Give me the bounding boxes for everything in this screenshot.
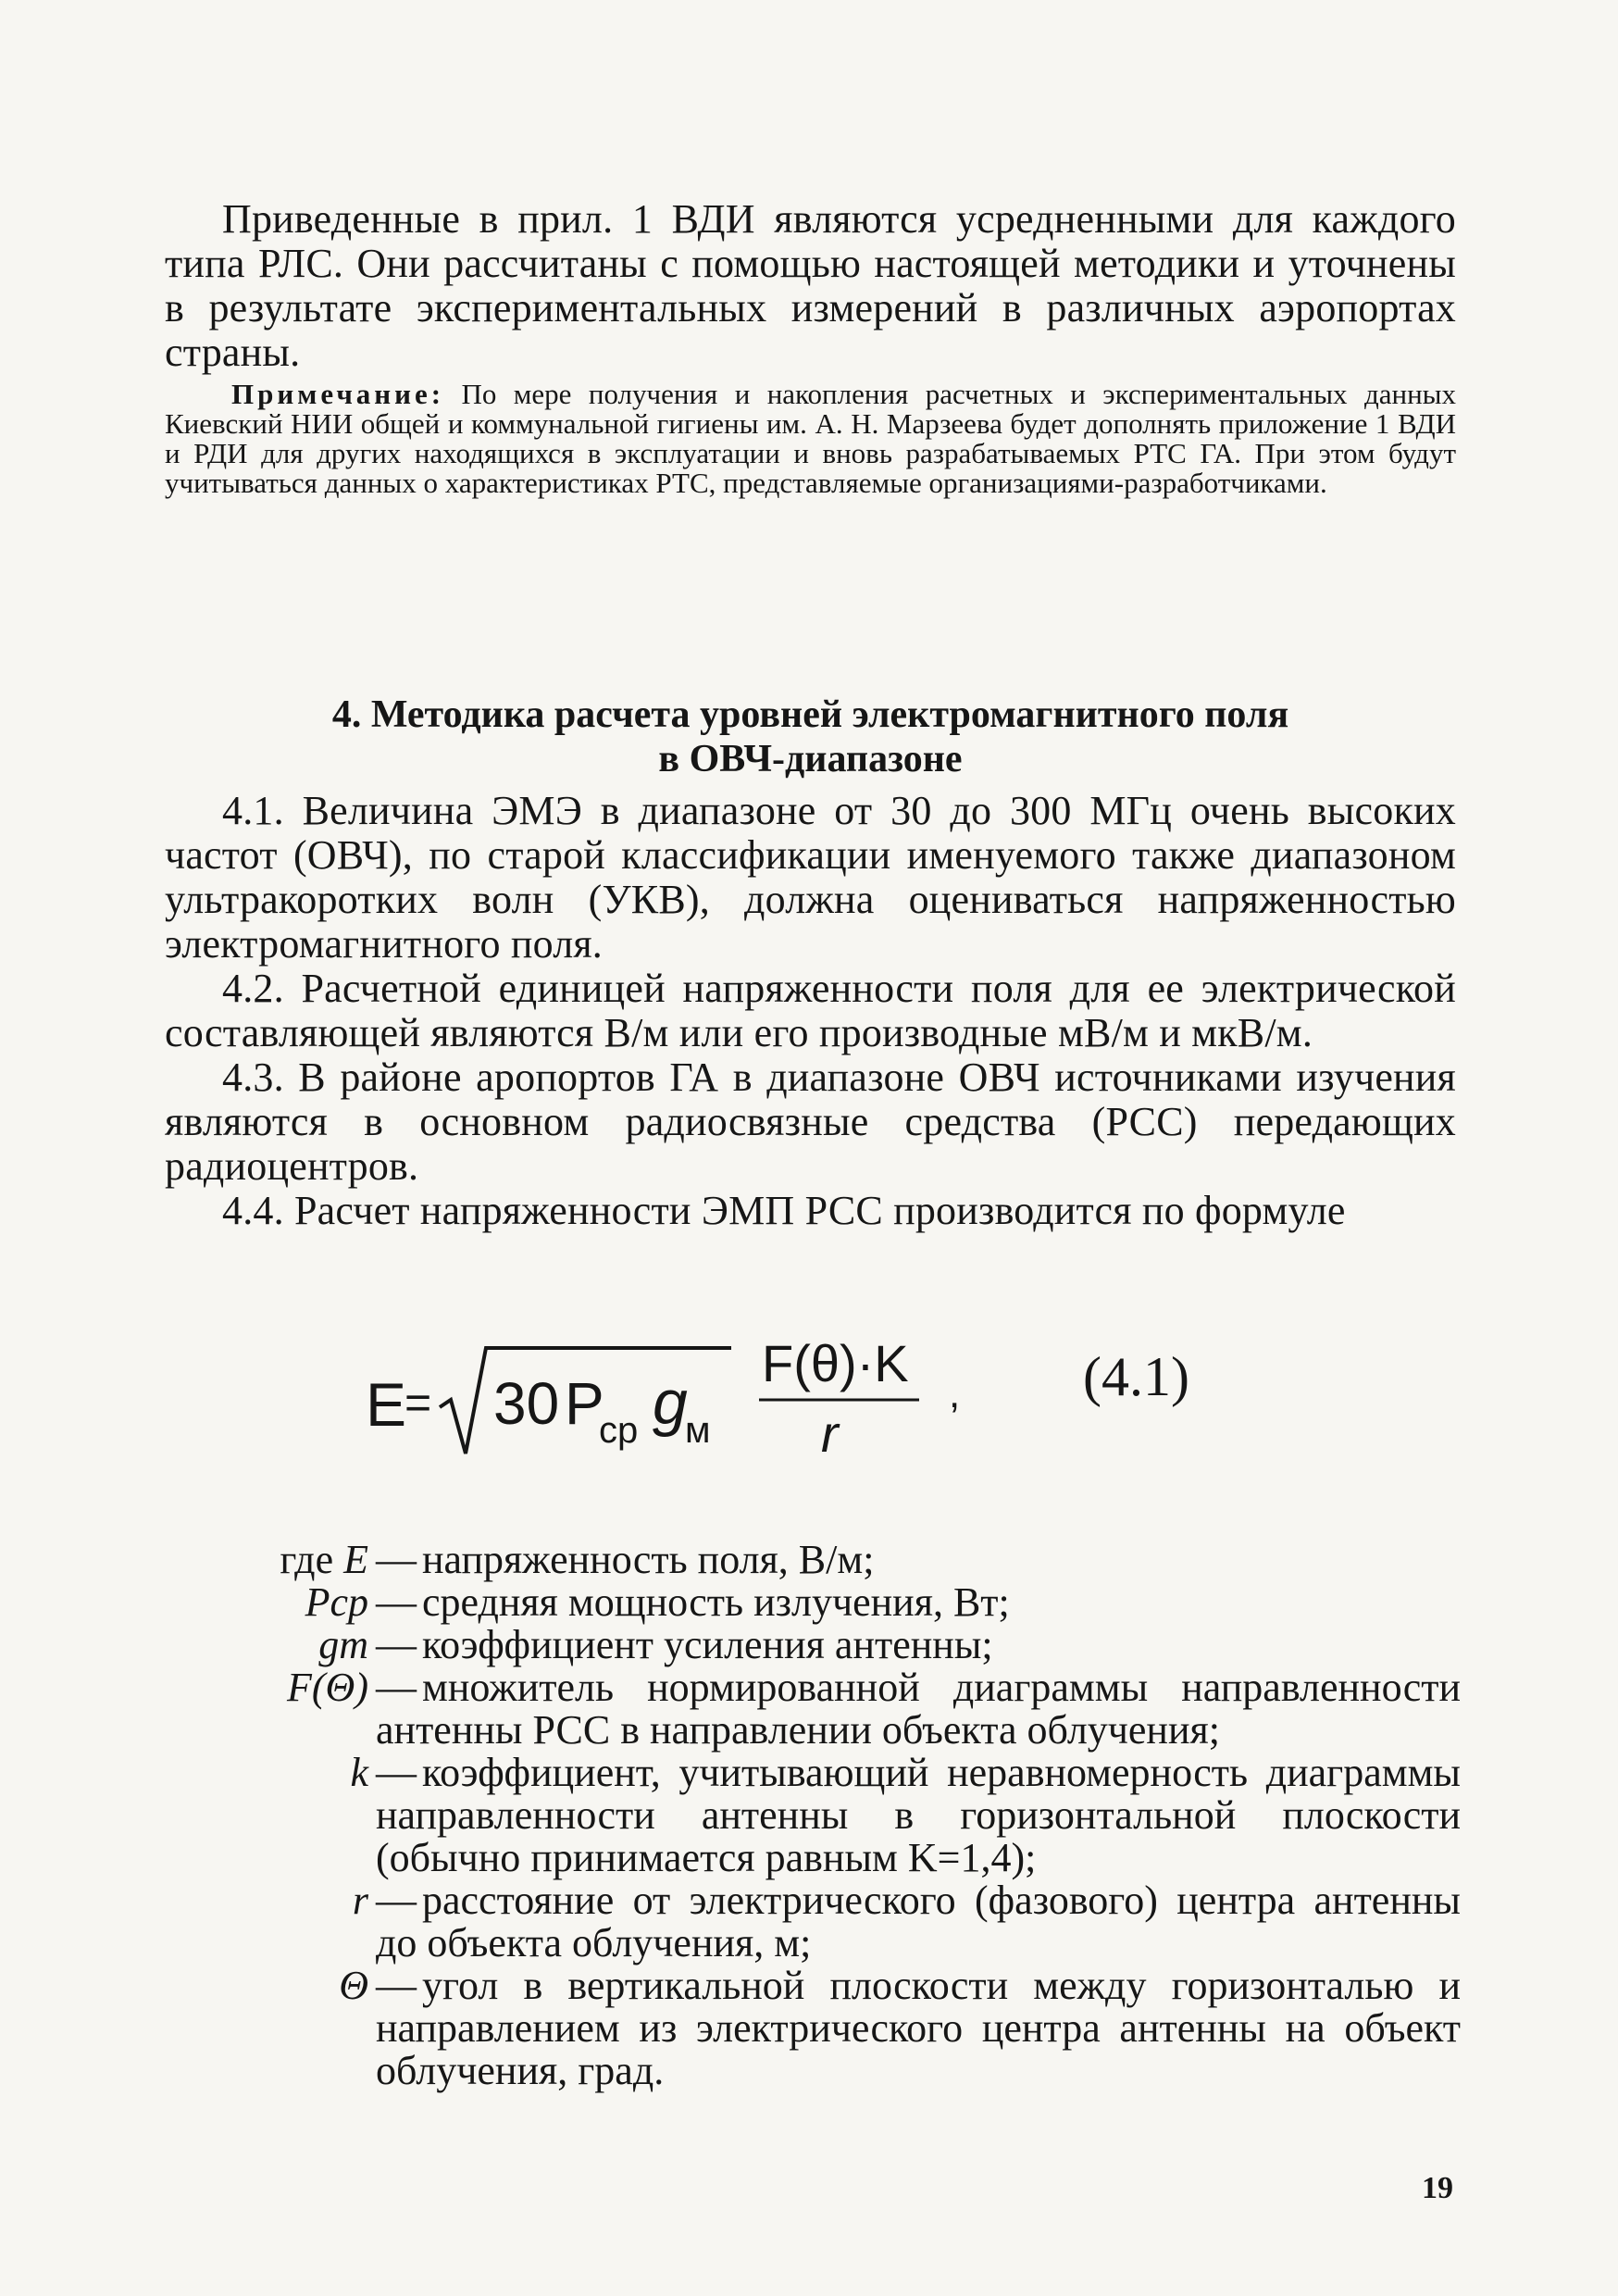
legend-row-5	[165, 1752, 1461, 1879]
legend-description: — множитель нормированной диаграммы направленности антенны РСС в направлении объекта облучения;	[376, 1665, 1461, 1753]
paragraph-4-1: 4.1. Величина ЭМЭ в диапазоне от 30 до 300 МГц очень высоких частот (ОВЧ), по старой классификации именуемого также диапазоном ультракоротких волн (УКВ), должна оцениваться напряженностью электромагнитного поля.	[165, 788, 1456, 967]
legend-symbol: k	[350, 1750, 368, 1795]
legend-description: — коэффициент усиления антенны;	[376, 1622, 993, 1667]
legend-where: где	[280, 1537, 334, 1582]
legend-symbol: gm	[318, 1622, 368, 1667]
legend-description: — средняя мощность излучения, Вт;	[376, 1579, 1010, 1625]
formula-numerator: F(θ)·K	[762, 1334, 909, 1392]
legend-description-text: коэффициент, учитывающий неравномерность диаграммы направленности антенны в горизонтальной плоскости (обычно принимается равным K=1,4);	[376, 1750, 1461, 1880]
legend-description: — напряженность поля, В/м;	[376, 1537, 875, 1582]
legend-row-1	[165, 1539, 1461, 1581]
legend-symbol: Θ	[339, 1963, 368, 2008]
note-paragraph	[165, 380, 1456, 498]
formula-number: (4.1)	[1083, 1346, 1189, 1407]
formula-4-1	[366, 1315, 1199, 1472]
legend-row-4	[165, 1666, 1461, 1752]
legend-symbol: F(Θ)	[287, 1665, 368, 1710]
formula-g: g	[653, 1367, 688, 1438]
legend-description: — угол в вертикальной плоскости между горизонталью и направлением из электрического центра антенны на объект облучения, град.	[376, 1963, 1461, 2093]
formula-p: P	[565, 1370, 604, 1437]
intro-paragraph: Приведенные в прил. 1 ВДИ являются усредненными для каждого типа РЛС. Они рассчитаны с помощью настоящей методики и уточнены в результате экспериментальных измерений в различных аэропортах страны.	[165, 196, 1456, 375]
legend-symbol: Pср	[305, 1579, 368, 1625]
formula-lhs: E	[366, 1370, 407, 1439]
legend-description-text: коэффициент усиления антенны;	[422, 1622, 993, 1667]
legend-row-3	[165, 1624, 1461, 1666]
note-label: Примечание:	[231, 378, 445, 410]
legend-description-text: средняя мощность излучения, Вт;	[422, 1579, 1010, 1625]
legend-description-text: расстояние от электрического (фазового) центра антенны до объекта облучения, м;	[376, 1878, 1461, 1965]
section-title-line-2: в ОВЧ-диапазоне	[658, 738, 963, 780]
paragraph-4-2: 4.2. Расчетной единицей напряженности поля для ее электрической составляющей являются В/м или его производные мВ/м и мкВ/м.	[165, 966, 1456, 1055]
legend-description: — коэффициент, учитывающий неравномерность диаграммы направленности антенны в горизонтальной плоскости (обычно принимается равным K=1,4);	[376, 1750, 1461, 1880]
paragraph-4-3: 4.3. В районе аропортов ГА в диапазоне ОВЧ источниками изучения являются в основном радиосвязные средства (РСС) передающих радиоцентров.	[165, 1054, 1456, 1189]
legend-symbol	[165, 1539, 368, 1581]
page-number: 19	[1422, 2171, 1453, 2205]
formula-comma: ,	[949, 1371, 961, 1416]
legend-row-6	[165, 1879, 1461, 1965]
legend-description-text: множитель нормированной диаграммы направленности антенны РСС в направлении объекта облучения;	[376, 1665, 1461, 1753]
legend-description-text: угол в вертикальной плоскости между горизонталью и направлением из электрического центра антенны на объект облучения, град.	[376, 1963, 1461, 2093]
legend-symbol: r	[352, 1878, 368, 1923]
paragraph-4-4: 4.4. Расчет напряженности ЭМП РСС производится по формуле	[222, 1188, 1346, 1233]
legend-description: — расстояние от электрического (фазового) центра антенны до объекта облучения, м;	[376, 1878, 1461, 1965]
section-title	[165, 693, 1456, 781]
formula-denominator: r	[821, 1404, 839, 1463]
variable-legend	[165, 1539, 1461, 2092]
legend-row-7	[165, 1965, 1461, 2092]
note-text: По мере получения и накопления расчетных и экспериментальных данных Киевский НИИ общей и коммунальной гигиены им. А. Н. Марзеева будет дополнять приложение 1 ВДИ и РДИ для других находящихся в эксплуатации и вновь разрабатываемых РТС ГА. При этом будут учитываться данных о характеристиках РТС, представляемые организациями-разработчиками.	[165, 378, 1456, 499]
legend-row-2	[165, 1581, 1461, 1624]
formula-g-sub: м	[685, 1410, 711, 1451]
formula-p-sub: ср	[599, 1410, 639, 1451]
section-title-line-1: 4. Методика расчета уровней электромагнитного поля	[331, 693, 1289, 736]
section-body	[165, 789, 1456, 1233]
formula-coef: 30	[493, 1370, 560, 1437]
formula-equals: =	[404, 1377, 432, 1429]
legend-symbol-text: E	[343, 1537, 368, 1582]
legend-description-text: напряженность поля, В/м;	[422, 1537, 875, 1582]
